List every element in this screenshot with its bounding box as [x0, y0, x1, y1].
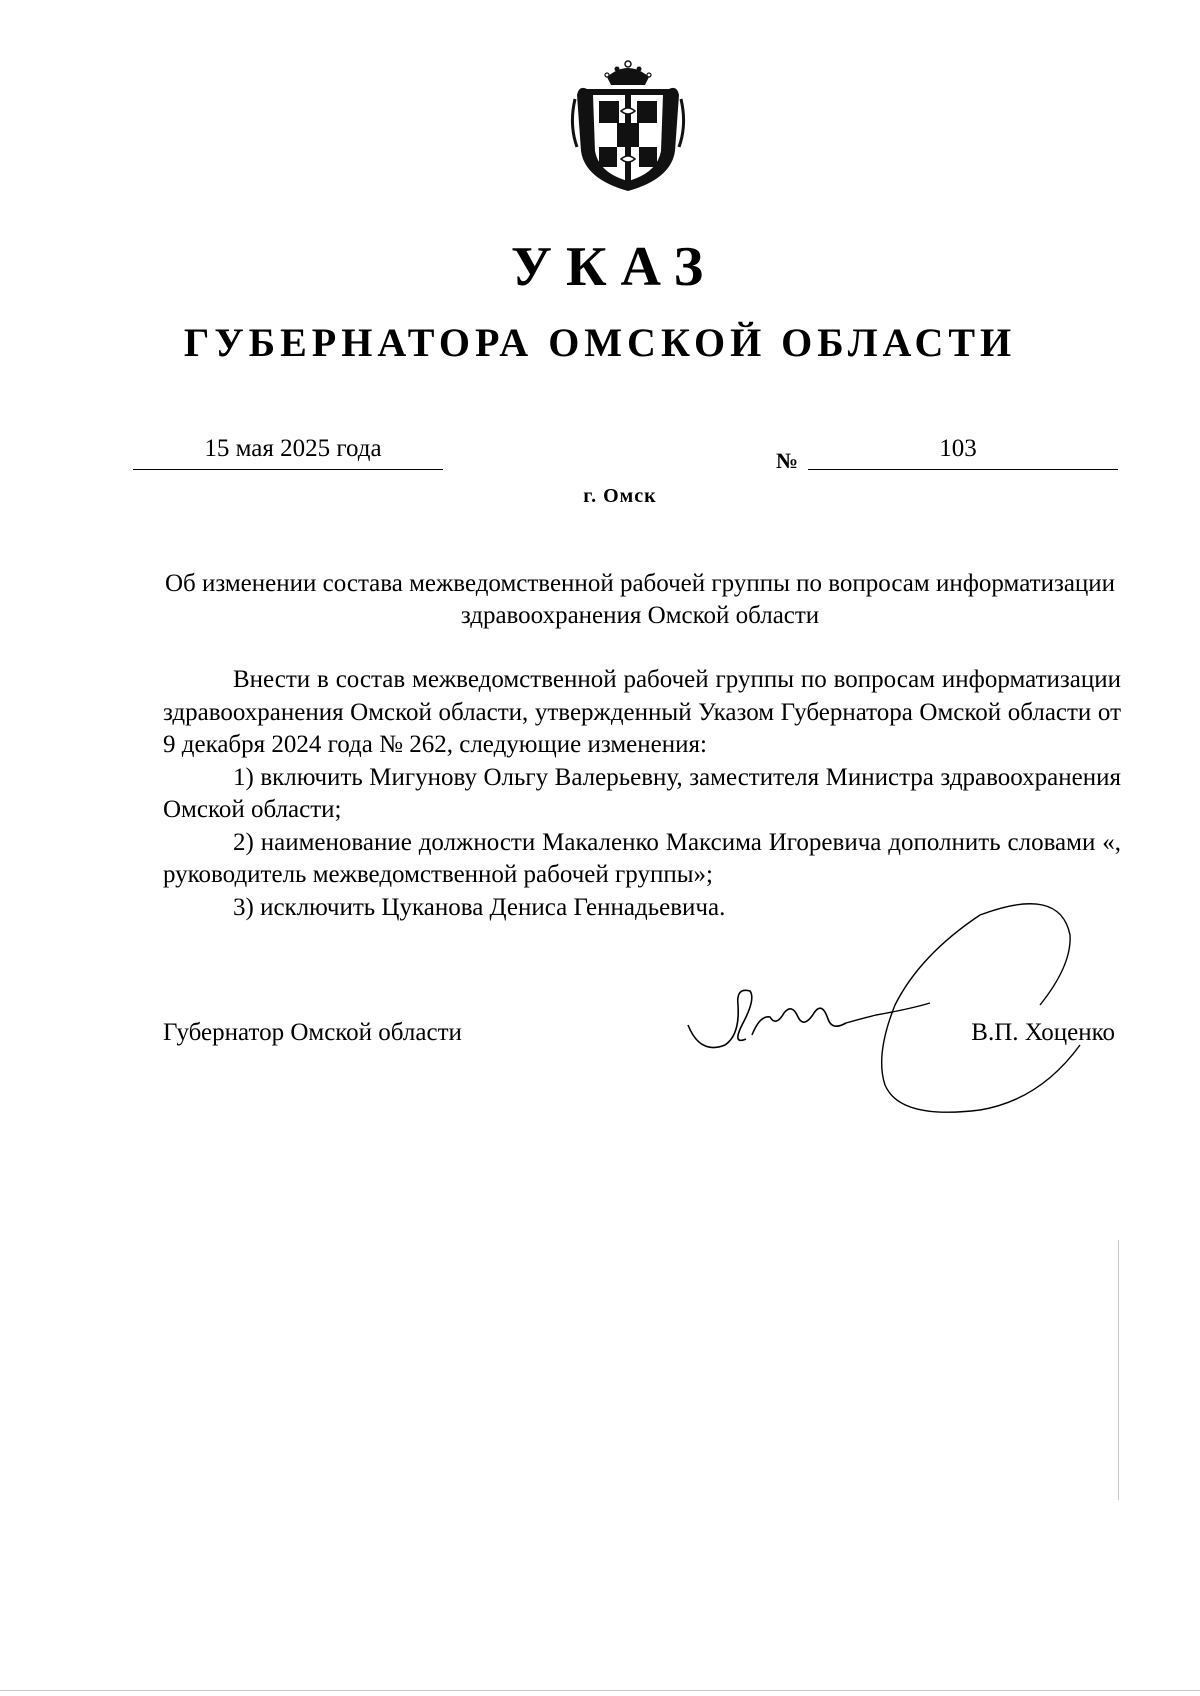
document-title: УКАЗ: [510, 236, 718, 298]
signatory-title: Губернатор Омской области: [163, 1019, 462, 1046]
document-subtitle: ГУБЕРНАТОРА ОМСКОЙ ОБЛАСТИ: [183, 320, 1017, 365]
document-subject: Об изменении состава межведомственной рабочей группы по вопросам информатизации здравоохранения Омской области: [164, 570, 1116, 629]
number-sign: №: [776, 448, 799, 473]
signatory-name: В.П. Хоценко: [971, 1019, 1115, 1046]
document-city: г. Омск: [583, 485, 657, 507]
scan-artifact: [0, 1690, 1200, 1691]
body-paragraph: 1) включить Мигунову Ольгу Валерьевну, заместителя Министра здравоохранения Омской области;: [163, 763, 1121, 823]
body-paragraph: 2) наименование должности Макаленко Максима Игоревича дополнить словами «, руководитель межведомственной рабочей группы»;: [163, 828, 1121, 888]
coat-of-arms-icon: [569, 55, 687, 195]
number-field: [808, 432, 1118, 470]
document-body: [163, 664, 1121, 924]
document-number: 103: [939, 435, 977, 462]
body-paragraph: 3) исключить Цуканова Дениса Геннадьевича.: [233, 893, 726, 921]
body-paragraph: Внести в состав межведомственной рабочей группы по вопросам информатизации здравоохранения Омской области, утвержденный Указом Губернатора Омской области от 9 декабря 2024 года № 262, следующие изменения:: [163, 666, 1121, 758]
document-date: 15 мая 2025 года: [204, 435, 382, 462]
date-field: [133, 432, 443, 470]
signature-icon: [680, 895, 1100, 1125]
scan-artifact: [1118, 1240, 1119, 1500]
